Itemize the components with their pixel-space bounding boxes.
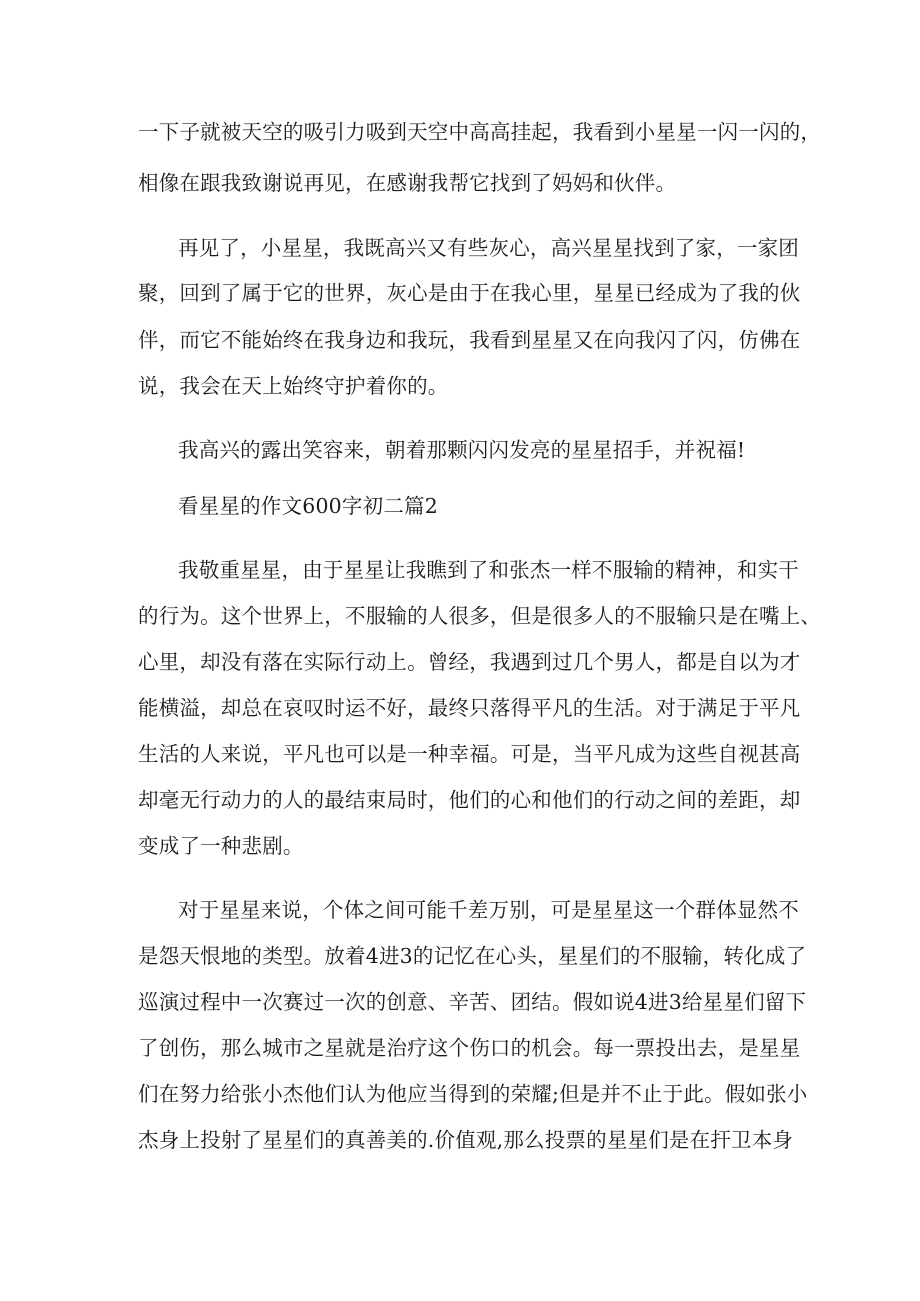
paragraph-2-line-1: 再见了，小星星，我既高兴又有些灰心，高兴星星找到了家，一家团	[178, 236, 799, 260]
paragraph-2-line-3: 伴，而它不能始终在我身边和我玩，我看到星星又在向我闪了闪，仿佛在	[138, 328, 801, 352]
paragraph-1-line-1: 一下子就被天空的吸引力吸到天空中高高挂起，我看到小星星一闪一闪的，	[138, 120, 822, 144]
paragraph-5-line-2: 的行为。这个世界上，不服输的人很多，但是很多人的不服输只是在嘴上、	[138, 604, 822, 628]
paragraph-5-line-1: 我敬重星星，由于星星让我瞧到了和张杰一样不服输的精神，和实干	[178, 558, 799, 582]
section-heading: 看星星的作文600字初二篇2	[178, 494, 438, 518]
paragraph-5-line-4: 能横溢，却总在哀叹时运不好，最终只落得平凡的生活。对于满足于平凡	[138, 696, 801, 720]
paragraph-6-line-1: 对于星星来说，个体之间可能千差万别，可是星星这一个群体显然不	[178, 898, 799, 922]
paragraph-5-line-7: 变成了一种悲剧。	[138, 834, 304, 858]
paragraph-1-line-2: 相像在跟我致谢说再见，在感谢我帮它找到了妈妈和伙伴。	[138, 171, 677, 195]
paragraph-6-line-3: 巡演过程中一次赛过一次的创意、辛苦、团结。假如说4进3给星星们留下	[138, 990, 807, 1014]
paragraph-5-line-5: 生活的人来说，平凡也可以是一种幸福。可是，当平凡成为这些自视甚高	[138, 742, 801, 766]
paragraph-3-line-1: 我高兴的露出笑容来，朝着那颗闪闪发亮的星星招手，并祝福!	[178, 438, 746, 462]
paragraph-2-line-4: 说，我会在天上始终守护着你的。	[138, 374, 449, 398]
paragraph-6-line-6: 杰身上投射了星星们的真善美的.价值观,那么投票的星星们是在扞卫本身	[138, 1128, 794, 1152]
paragraph-5-line-6: 却毫无行动力的人的最结束局时，他们的心和他们的行动之间的差距，却	[138, 788, 801, 812]
paragraph-2-line-2: 聚，回到了属于它的世界，灰心是由于在我心里，星星已经成为了我的伙	[138, 281, 801, 305]
paragraph-6-line-2: 是怨天恨地的类型。放着4进3的记忆在心头，星星们的不服输，转化成了	[138, 944, 807, 968]
paragraph-6-line-5: 们在努力给张小杰他们认为他应当得到的荣耀;但是并不止于此。假如张小	[138, 1082, 808, 1106]
paragraph-6-line-4: 了创伤，那么城市之星就是治疗这个伤口的机会。每一票投出去，是星星	[138, 1036, 801, 1060]
paragraph-5-line-3: 心里，却没有落在实际行动上。曾经，我遇到过几个男人，都是自以为才	[138, 650, 801, 674]
